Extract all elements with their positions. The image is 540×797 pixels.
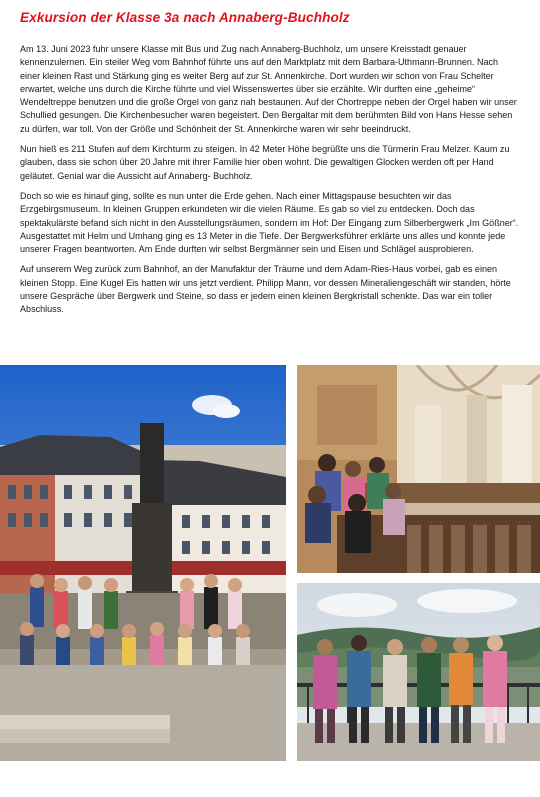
article-body [20, 43, 520, 324]
photo-tower-view [297, 583, 540, 761]
paragraph-trip-intro: Am 13. Juni 2023 fuhr unsere Klasse mit Bus und Zug nach Annaberg-Buchholz, um unsere Kreisstadt genauer kennenzulernen. Ein steiler Weg vom Bahnhof führte uns auf den Marktplatz mit dem Barbara-Uthmann-Brunnen. Nach einer kleinen Rast und Stärkung ging es weiter Berg auf zur St. Annenkirche. Dort wurden wir schon von Frau Schelter erwartet, welche uns durch die Kirche führte und viel Wissenswertes über sie erzählte. Wir durften eine „geheime“ Wendeltreppe benutzen und die große Orgel von ganz nah bestaunen. Auf der Chortreppe neben der Orgel haben wir unser Schullied gesungen. Die Kirchenbesucher waren begeistert. Den Bergaltar mit dem berühmten Bild von Hans Hesse sehen zu dürfen, war toll. Von der Größe und Schönheit der St. Annenkirche waren wir sehr beeindruckt. [20, 44, 517, 134]
paragraph-return-trip: Auf unserem Weg zurück zum Bahnhof, an der Manufaktur der Träume und dem Adam-Ries-Haus vorbei, gab es einen kleinen Stopp. Eine Kugel Eis hatten wir uns jetzt verdient. Philipp Mann, vor dessen Mineraliengeschäft wir standen, hörte unsere Gespräche über Bergwerk und Steine, so dass er jedem einen kleinen Bergkristall schenkte. Das war ein toller Abschluss. [20, 264, 511, 315]
paragraph-church-tower: Nun hieß es 211 Stufen auf dem Kirchturm zu steigen. In 42 Meter Höhe begrüßte uns die Türmerin Frau Melzer. Kaum zu glauben, dass sie schon über 20 Jahre mit ihrer Familie hier oben wohnt. Die gewaltigen Glocken werden oft per Hand geläutet. Genial war die Aussicht auf Annaberg- Buchholz. [20, 144, 510, 181]
photo-class-at-fountain [0, 365, 286, 761]
photo-church-interior [297, 365, 540, 573]
document-title: Exkursion der Klasse 3a nach Annaberg-Buchholz [20, 10, 350, 25]
paragraph-museum-mine: Doch so wie es hinauf ging, sollte es nun unter die Erde gehen. Nach einer Mittagspause besuchten wir das Erzgebirgsmuseum. In kleinen Gruppen erkundeten wir die vielen Räume. Es gab so viel zu entdecken. Doch das spektakulärste befand sich nicht in den Ausstellungsräumen, sondern im Hof: Der Eingang zum Silberbergwerk „Im Gößner“. Ausgestattet mit Helm und Umhang ging es 13 Meter in die Tiefe. Der Bergwerksführer erklärte uns alles und konnte jede unserer Fragen beantworten. Am Ende durften wir selbst Bergmänner sein und Eisen und Schlägel ausprobieren. [20, 190, 519, 255]
